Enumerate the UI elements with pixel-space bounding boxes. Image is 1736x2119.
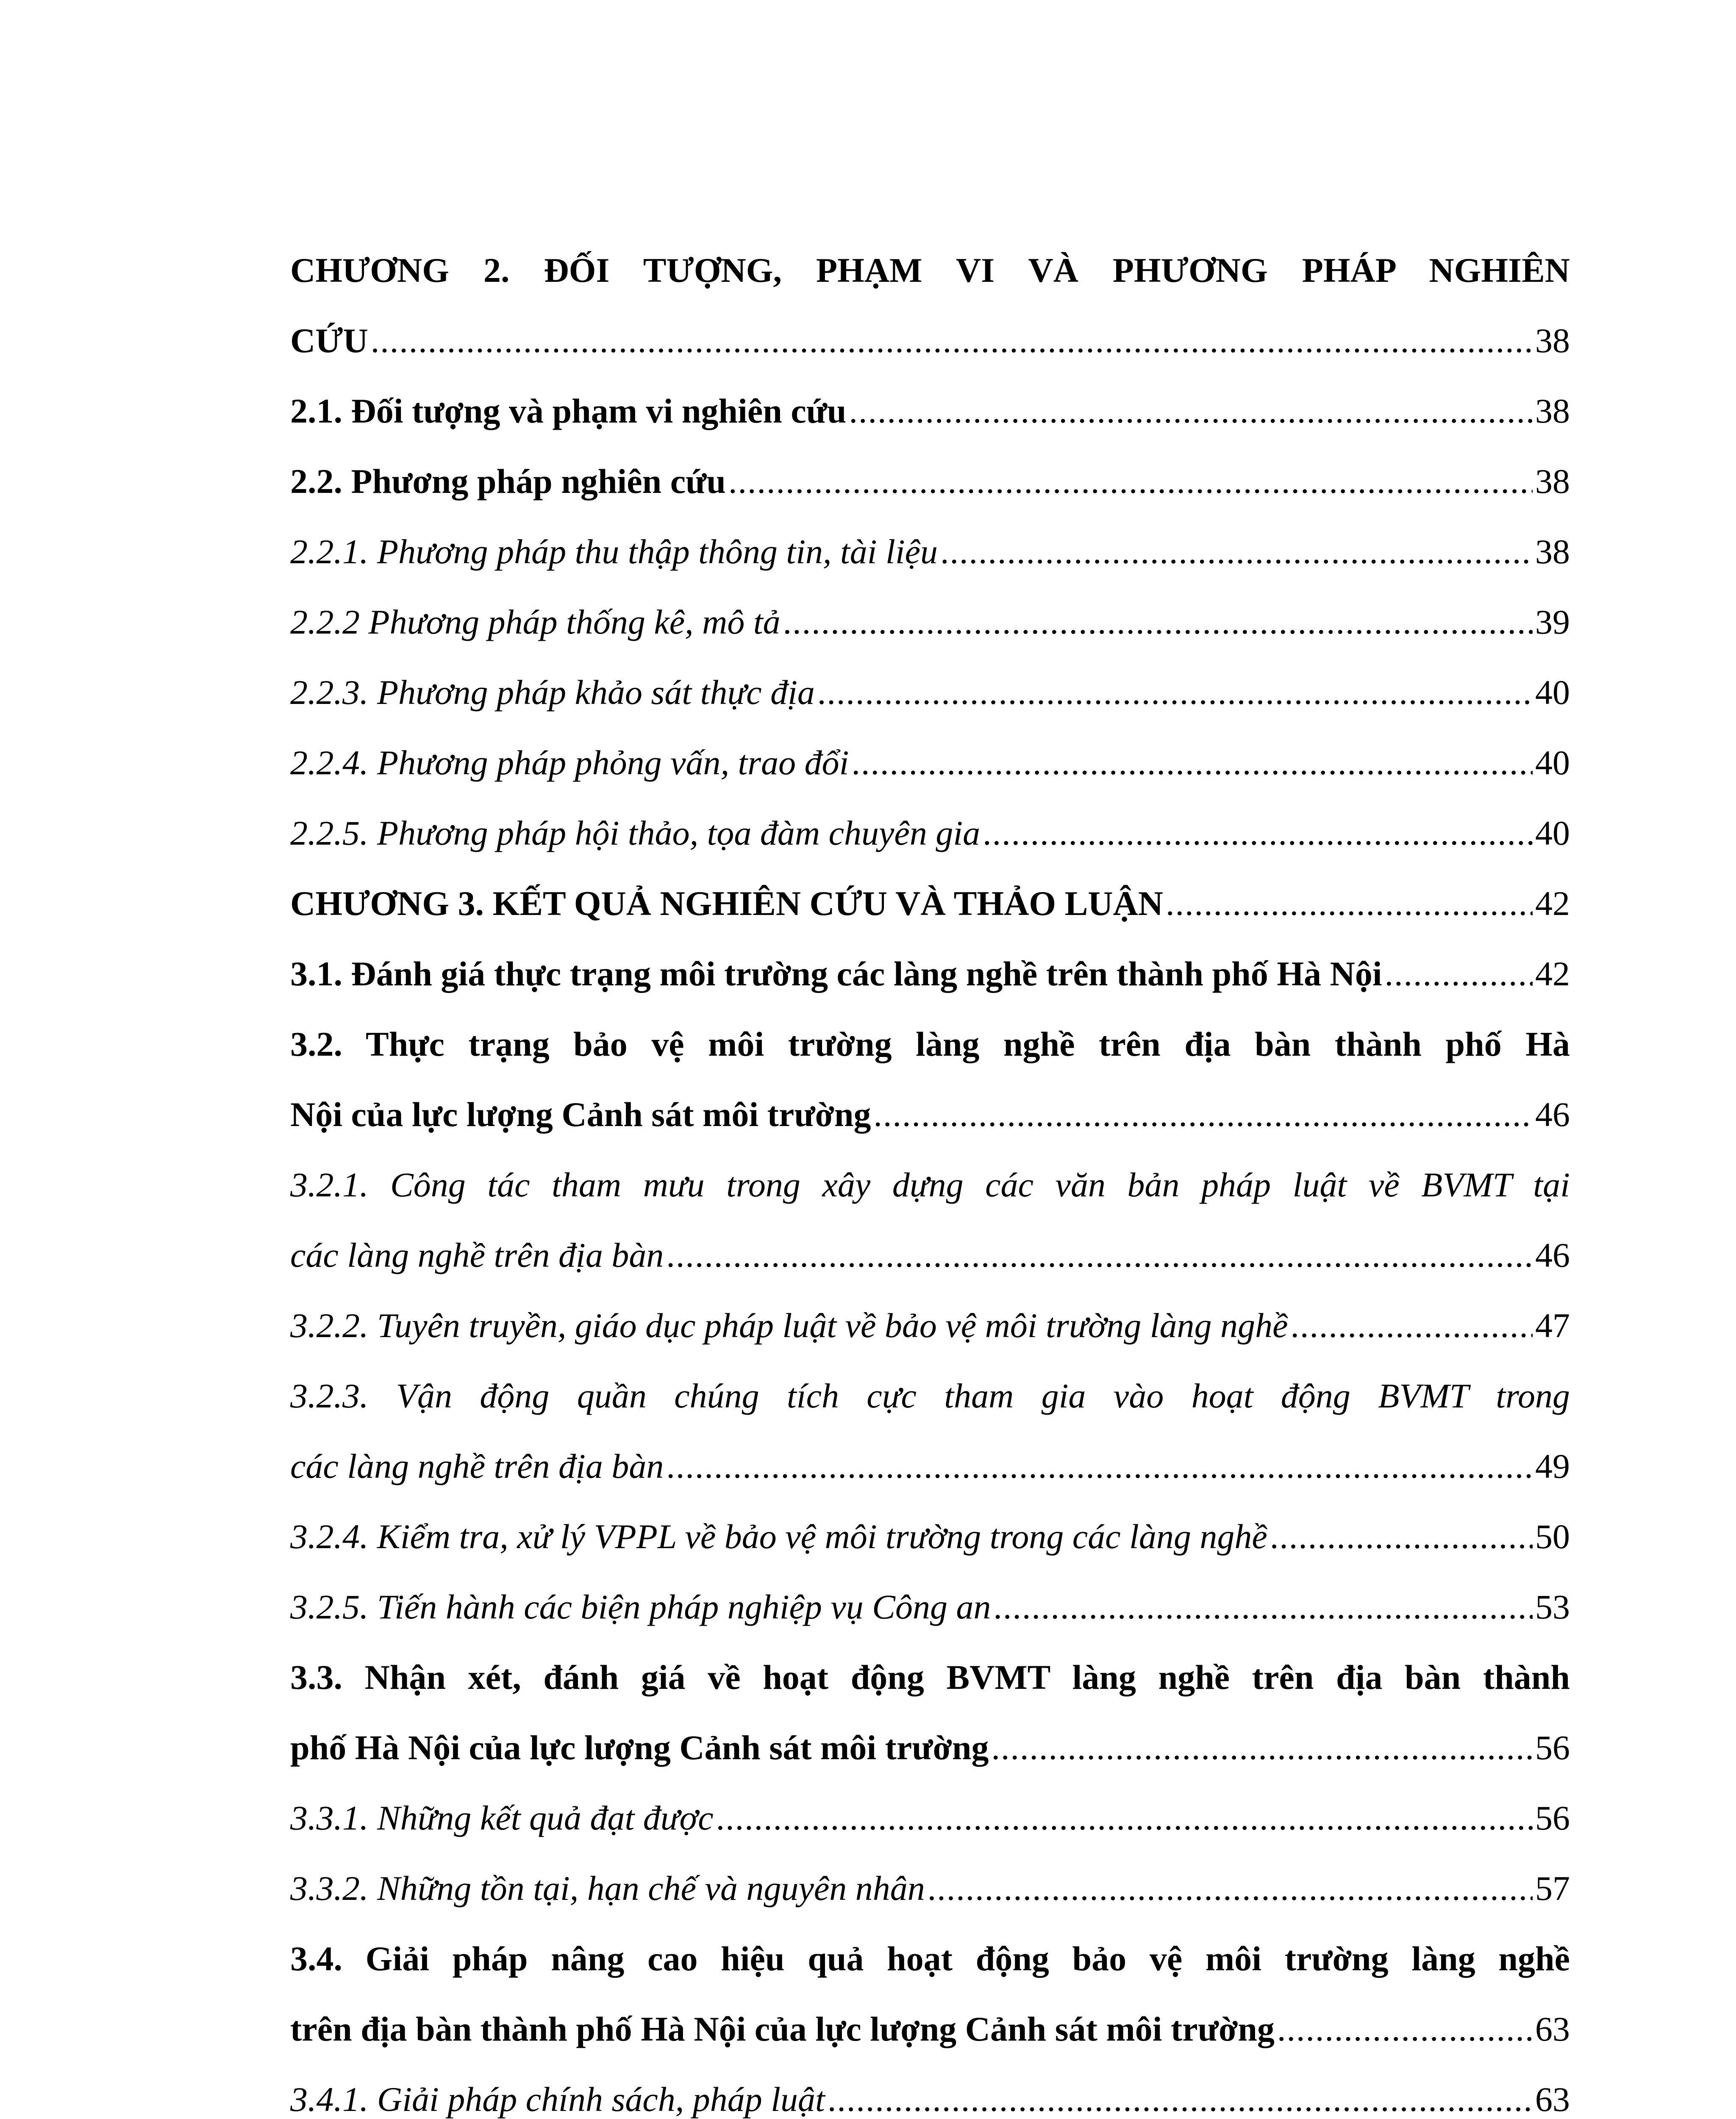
toc-entry[interactable]	[290, 1853, 1570, 1924]
toc-dot-leader	[728, 446, 1533, 517]
toc-entry-title: 2.2.1. Phương pháp thu thập thông tin, tài liệu	[290, 532, 938, 571]
toc-entry-title: 3.3.2. Những tồn tại, hạn chế và nguyên nhân	[290, 1869, 925, 1908]
toc-entry-line[interactable]	[290, 1150, 1570, 1220]
toc-entry[interactable]	[290, 939, 1570, 1009]
toc-page-number: 40	[1535, 673, 1570, 712]
toc-entry-line[interactable]	[290, 1361, 1570, 1431]
toc-entry[interactable]	[290, 1783, 1570, 1853]
toc-entry[interactable]	[290, 517, 1570, 587]
toc-dot-leader	[666, 1431, 1533, 1502]
toc-entry-title: 3.2. Thực trạng bảo vệ môi trường làng nghề trên địa bàn thành phố Hà	[290, 1025, 1570, 1063]
toc-entry-title: 2.2.4. Phương pháp phỏng vấn, trao đổi	[290, 743, 849, 782]
toc-dot-leader	[983, 798, 1533, 868]
toc-page-number: 40	[1535, 814, 1570, 852]
toc-dot-leader	[666, 1220, 1533, 1290]
toc-entry-title: các làng nghề trên địa bàn	[290, 1236, 664, 1274]
toc-dot-leader	[928, 1853, 1533, 1924]
toc-page-number: 42	[1535, 954, 1570, 993]
toc-page-number: 56	[1535, 1799, 1570, 1837]
toc-page-number: 49	[1535, 1447, 1570, 1485]
toc-entry-title: Nội của lực lượng Cảnh sát môi trường	[290, 1095, 871, 1134]
toc-entry-title: 3.1. Đánh giá thực trạng môi trường các làng nghề trên thành phố Hà Nội	[290, 954, 1382, 993]
toc-dot-leader	[1291, 1290, 1533, 1361]
toc-entry-title: các làng nghề trên địa bàn	[290, 1447, 664, 1485]
toc-dot-leader	[874, 1079, 1533, 1150]
toc-dot-leader	[849, 376, 1533, 446]
toc-dot-leader	[992, 1713, 1533, 1783]
toc-entry[interactable]	[290, 1431, 1570, 1502]
toc-dot-leader	[1270, 1502, 1533, 1572]
toc-entry[interactable]	[290, 2064, 1570, 2119]
toc-entry[interactable]	[290, 1220, 1570, 1290]
toc-entry-line[interactable]	[290, 1009, 1570, 1079]
toc-page-number: 57	[1535, 1869, 1570, 1908]
toc-dot-leader	[851, 728, 1533, 798]
toc-entry-title: phố Hà Nội của lực lượng Cảnh sát môi trường	[290, 1728, 989, 1767]
toc-entry-title: CỨU	[290, 321, 368, 360]
toc-entry[interactable]	[290, 1290, 1570, 1361]
toc-entry[interactable]	[290, 1713, 1570, 1783]
toc-entry[interactable]	[290, 1502, 1570, 1572]
toc-entry-title: 2.2. Phương pháp nghiên cứu	[290, 462, 726, 501]
toc-entry[interactable]	[290, 306, 1570, 376]
toc-page-number: 38	[1535, 321, 1570, 360]
toc-page-number: 38	[1535, 392, 1570, 430]
toc-entry-line[interactable]	[290, 1642, 1570, 1713]
toc-entry-title: 3.3.1. Những kết quả đạt được	[290, 1799, 714, 1837]
toc-entry-title: 2.2.5. Phương pháp hội thảo, tọa đàm chuyên gia	[290, 814, 980, 852]
table-of-contents	[290, 235, 1570, 2119]
toc-entry-title: 2.2.3. Phương pháp khảo sát thực địa	[290, 673, 815, 712]
toc-page-number: 63	[1535, 2010, 1570, 2048]
toc-page-number: 50	[1535, 1517, 1570, 1556]
toc-entry-title: 3.4.1. Giải pháp chính sách, pháp luật	[290, 2080, 825, 2119]
toc-entry[interactable]	[290, 728, 1570, 798]
toc-page-number: 42	[1535, 884, 1570, 923]
toc-entry[interactable]	[290, 1994, 1570, 2064]
toc-entry-title: 3.3. Nhận xét, đánh giá về hoạt động BVMT làng nghề trên địa bàn thành	[290, 1658, 1570, 1696]
toc-entry[interactable]	[290, 868, 1570, 939]
toc-dot-leader	[817, 657, 1533, 728]
toc-entry[interactable]	[290, 376, 1570, 446]
toc-dot-leader	[783, 587, 1533, 657]
toc-page-number: 38	[1535, 532, 1570, 571]
toc-page-number: 53	[1535, 1588, 1570, 1626]
toc-page-number: 56	[1535, 1728, 1570, 1767]
toc-dot-leader	[716, 1783, 1533, 1853]
toc-page-number: 40	[1535, 743, 1570, 782]
toc-entry-title: 3.4. Giải pháp nâng cao hiệu quả hoạt động bảo vệ môi trường làng nghề	[290, 1939, 1570, 1978]
toc-entry-title: 2.1. Đối tượng và phạm vi nghiên cứu	[290, 392, 847, 430]
toc-dot-leader	[1166, 868, 1533, 939]
toc-page-number: 46	[1535, 1095, 1570, 1134]
toc-entry[interactable]	[290, 587, 1570, 657]
toc-entry-title: trên địa bàn thành phố Hà Nội của lực lượng Cảnh sát môi trường	[290, 2010, 1275, 2048]
toc-dot-leader	[940, 517, 1533, 587]
toc-page-number: 46	[1535, 1236, 1570, 1274]
toc-entry[interactable]	[290, 798, 1570, 868]
toc-page-number: 38	[1535, 462, 1570, 501]
toc-dot-leader	[1277, 1994, 1533, 2064]
toc-page-number: 47	[1535, 1306, 1570, 1345]
toc-entry-title: CHƯƠNG 3. KẾT QUẢ NGHIÊN CỨU VÀ THẢO LUẬN	[290, 884, 1164, 923]
toc-entry-title: 3.2.5. Tiến hành các biện pháp nghiệp vụ Công an	[290, 1588, 991, 1626]
toc-dot-leader	[994, 1572, 1533, 1642]
toc-entry-line[interactable]	[290, 235, 1570, 306]
toc-entry-line[interactable]	[290, 1924, 1570, 1994]
toc-entry-title: 3.2.3. Vận động quần chúng tích cực tham gia vào hoạt động BVMT trong	[290, 1377, 1570, 1415]
toc-dot-leader	[371, 306, 1533, 376]
toc-entry-title: 3.2.1. Công tác tham mưu trong xây dựng các văn bản pháp luật về BVMT tại	[290, 1165, 1570, 1204]
toc-entry-title: 2.2.2 Phương pháp thống kê, mô tả	[290, 603, 781, 641]
toc-entry[interactable]	[290, 446, 1570, 517]
toc-entry-title: CHƯƠNG 2. ĐỐI TƯỢNG, PHẠM VI VÀ PHƯƠNG PHÁP NGHIÊN	[290, 251, 1570, 289]
toc-entry[interactable]	[290, 1079, 1570, 1150]
toc-entry[interactable]	[290, 657, 1570, 728]
toc-dot-leader	[828, 2064, 1533, 2119]
toc-dot-leader	[1385, 939, 1533, 1009]
toc-entry-title: 3.2.4. Kiểm tra, xử lý VPPL về bảo vệ môi trường trong các làng nghề	[290, 1517, 1267, 1556]
toc-entry[interactable]	[290, 1572, 1570, 1642]
toc-page-number: 39	[1535, 603, 1570, 641]
toc-page-number: 63	[1535, 2080, 1570, 2119]
toc-entry-title: 3.2.2. Tuyên truyền, giáo dục pháp luật về bảo vệ môi trường làng nghề	[290, 1306, 1288, 1345]
